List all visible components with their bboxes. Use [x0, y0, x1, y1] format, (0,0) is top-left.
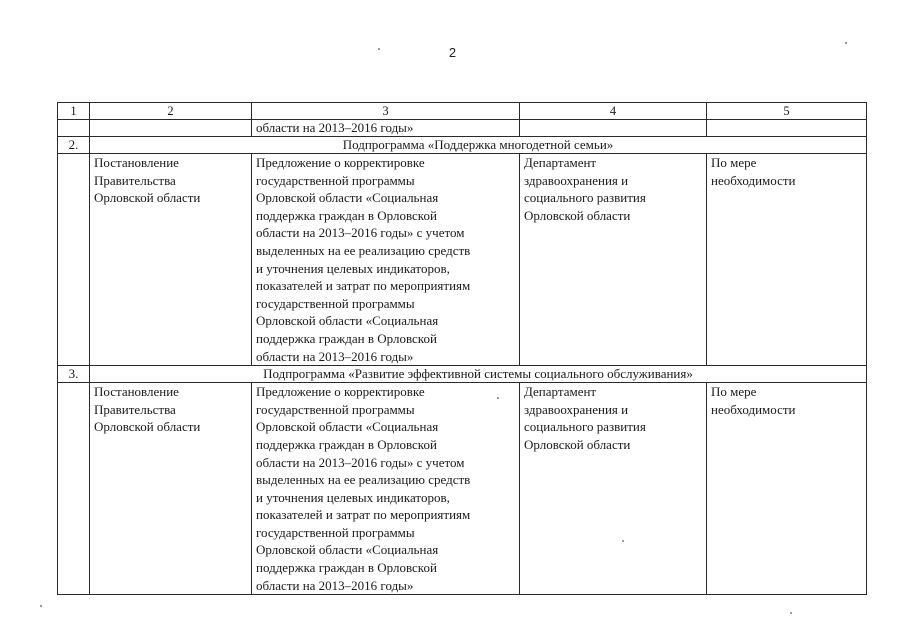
continuation-deadline-cell: [707, 120, 867, 137]
section-row: [58, 366, 867, 383]
scan-speck: [378, 48, 380, 50]
scan-speck: [497, 397, 499, 399]
continuation-num-cell: [58, 120, 90, 137]
table-row: [58, 383, 867, 595]
row-num-cell: [58, 154, 90, 366]
section-number: 2.: [58, 137, 90, 154]
document-cell: Постановление Правительства Орловской области: [90, 383, 252, 595]
row-num-cell: [58, 383, 90, 595]
scan-speck: [40, 605, 42, 607]
scan-speck: [845, 42, 847, 44]
description-cell: Предложение о корректировке государственной программы Орловской области «Социальная поддержка граждан в Орловской области на 2013–2016 годы» с учетом выделенных на ее реализацию средств и уточнения целевых индикаторов, показателей и затрат по мероприятиям государственной программы Орловской области «Социальная поддержка граждан в Орловской области на 2013–2016 годы»: [252, 383, 520, 595]
continuation-resp-cell: [520, 120, 707, 137]
continuation-row: [58, 120, 867, 137]
header-col-3: 3: [252, 103, 520, 120]
section-number: 3.: [58, 366, 90, 383]
document-cell: Постановление Правительства Орловской области: [90, 154, 252, 366]
section-row: [58, 137, 867, 154]
subprogram-title: Подпрограмма «Развитие эффективной системы социального обслуживания»: [90, 366, 867, 383]
scan-speck: [622, 540, 624, 542]
continuation-doc-cell: [90, 120, 252, 137]
deadline-cell: По мере необходимости: [707, 383, 867, 595]
table-header-row: [58, 103, 867, 120]
header-col-5: 5: [707, 103, 867, 120]
table-row: [58, 154, 867, 366]
responsible-cell: Департамент здравоохранения и социального развития Орловской области: [520, 154, 707, 366]
page-number: 2: [448, 45, 457, 60]
subprogram-title: Подпрограмма «Поддержка многодетной семьи»: [90, 137, 867, 154]
scan-speck: [790, 612, 792, 614]
description-cell: Предложение о корректировке государственной программы Орловской области «Социальная поддержка граждан в Орловской области на 2013–2016 годы» с учетом выделенных на ее реализацию средств и уточнения целевых индикаторов, показателей и затрат по мероприятиям государственной программы Орловской области «Социальная поддержка граждан в Орловской области на 2013–2016 годы»: [252, 154, 520, 366]
header-col-2: 2: [90, 103, 252, 120]
measures-table: [57, 102, 867, 595]
header-col-4: 4: [520, 103, 707, 120]
deadline-cell: По мере необходимости: [707, 154, 867, 366]
continuation-text: области на 2013–2016 годы»: [252, 120, 520, 137]
header-col-1: 1: [58, 103, 90, 120]
responsible-cell: Департамент здравоохранения и социального развития Орловской области: [520, 383, 707, 595]
